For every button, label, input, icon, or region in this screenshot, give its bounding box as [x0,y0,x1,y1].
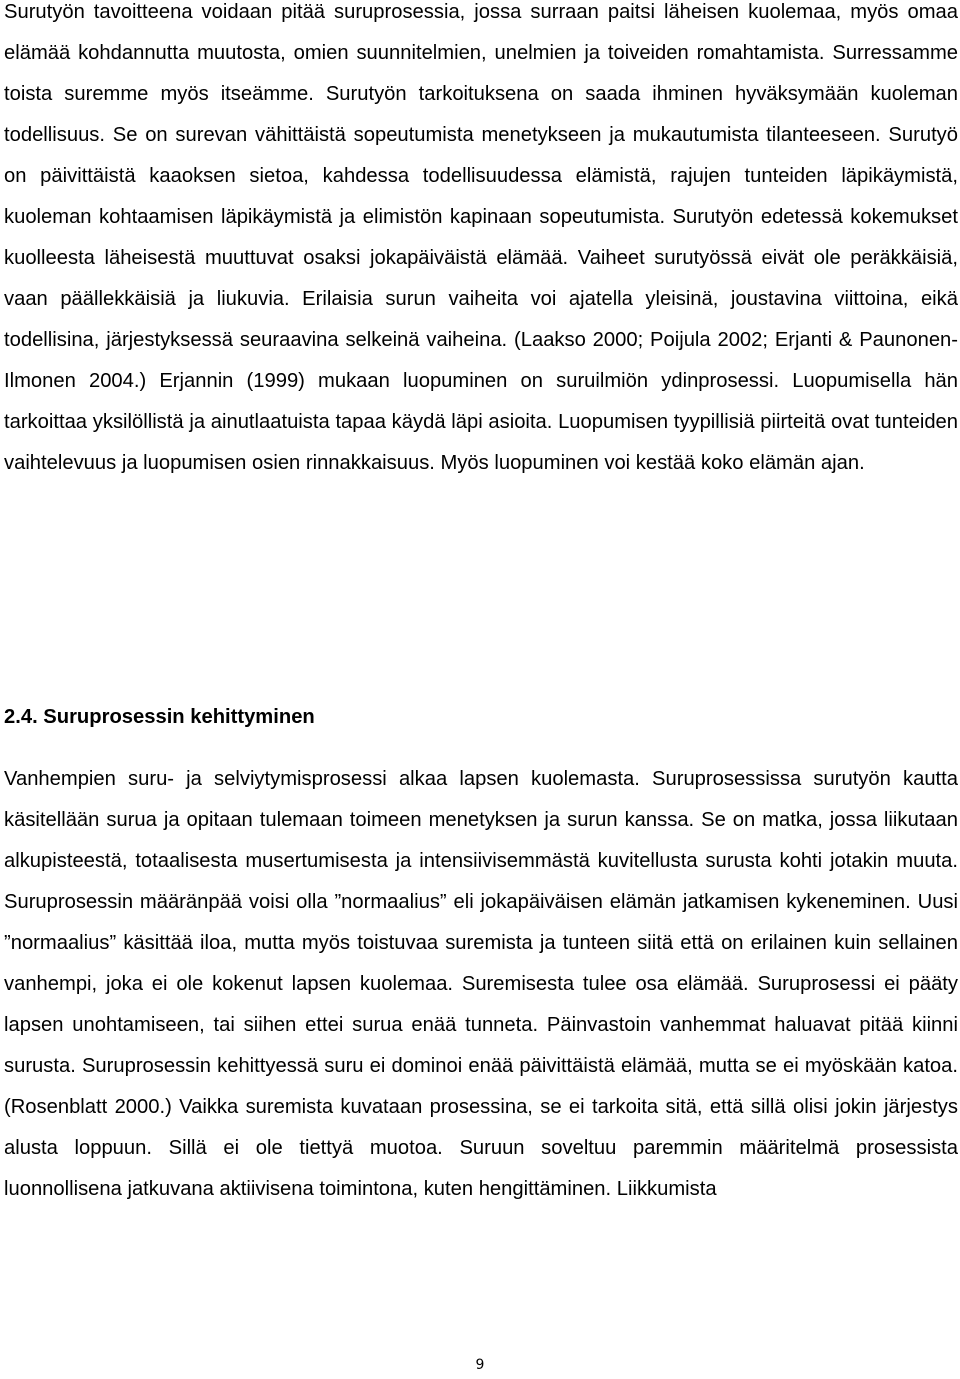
section-heading: 2.4. Suruprosessin kehittyminen [4,706,315,728]
body-paragraph-suruprosessi: Vanhempien suru- ja selviytymisprosessi alkaa lapsen kuolemasta. Suruprosessissa surutyön kautta käsitellään surua ja opitaan tulemaan toimeen menetyksen ja surun kanssa. Se on matka, jossa liikutaan alkupisteestä, totaalisesta musertumisesta ja intensiivisemmästä kuvitellusta surusta kohti jotakin muuta. Suruprosessin määränpää voisi olla ”normaalius” eli jokapäiväisen elämän jatkamisen kykeneminen. Uusi ”normaalius” käsittää iloa, mutta myös toistuvaa suremista ja tunteen siitä että on erilainen kuin sellainen vanhempi, joka ei ole kokenut lapsen kuolemaa. Suremisesta tulee osa elämää. Suruprosessi ei pääty lapsen unohtamiseen, tai siihen ettei surua enää tunneta. Päinvastoin vanhemmat haluavat pitää kiinni surusta. Suruprosessin kehittyessä suru ei dominoi enää päivittäistä elämää, mutta se ei myöskään katoa. (Rosenblatt 2000.) Vaikka suremista kuvataan prosessina, se ei tarkoita sitä, että sillä olisi jokin järjestys alusta loppuun. Sillä ei ole tiettyä muotoa. Suruun soveltuu paremmin määritelmä prosessista luonnollisena jatkuvana aktiivisena toimintona, kuten hengittäminen. Liikkumista [4,768,958,1200]
body-paragraph-surutyo: Surutyön tavoitteena voidaan pitää suruprosessia, jossa surraan paitsi läheisen kuolemaa, myös omaa elämää kohdannutta muutosta, omien suunnitelmien, unelmien ja toiveiden romahtamista. Surressamme toista suremme myös itseämme. Surutyön tarkoituksena on saada ihminen hyväksymään kuoleman todellisuus. Se on surevan vähittäistä sopeutumista menetykseen ja mukautumista tilanteeseen. Surutyö on päivittäistä kaaoksen sietoa, kahdessa todellisuudessa elämistä, rajujen tunteiden läpikäymistä, kuoleman kohtaamisen läpikäymistä ja elimistön kapinaan sopeutumista. Surutyön edetessä kokemukset kuolleesta läheisestä muuttuvat osaksi jokapäiväistä elämää. Vaiheet surutyössä eivät ole peräkkäisiä, vaan päällekkäisiä ja liukuvia. Erilaisia surun vaiheita voi ajatella yleisinä, joustavina viittoina, eikä todellisina, järjestyksessä seuraavina selkeinä vaiheina. (Laakso 2000; Poijula 2002; Erjanti & Paunonen-Ilmonen 2004.) Erjannin (1999) mukaan luopuminen on suruilmiön ydinprosessi. Luopumisella hän tarkoittaa yksilöllistä ja ainutlaatuista tapaa käydä läpi asioita. Luopumisen tyypillisiä piirteitä ovat tunteiden vaihtelevuus ja luopumisen osien rinnakkaisuus. Myös luopuminen voi kestää koko elämän ajan. [4,1,958,474]
page-number: 9 [475,1357,485,1373]
